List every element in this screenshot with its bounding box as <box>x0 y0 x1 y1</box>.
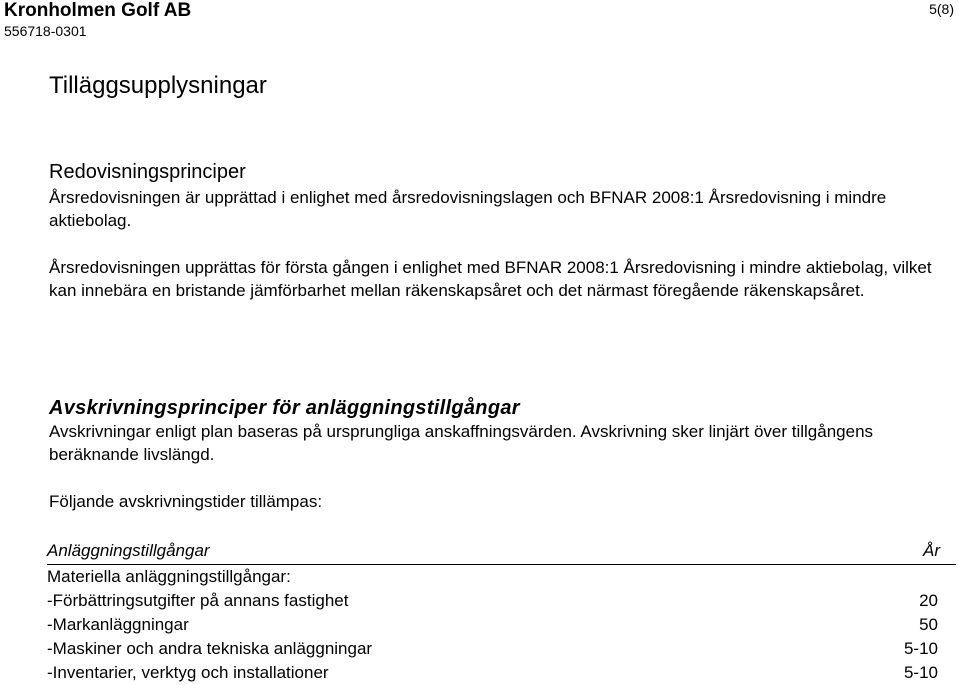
company-name: Kronholmen Golf AB <box>4 0 192 21</box>
section-heading-redovisningsprinciper: Redovisningsprinciper <box>49 161 246 183</box>
row-value: 5-10 <box>903 663 938 682</box>
table-row <box>47 637 956 661</box>
table-row <box>47 565 956 589</box>
row-label: -Markanläggningar <box>47 615 189 634</box>
depreciation-table <box>47 537 956 685</box>
row-value: 5-10 <box>903 639 938 658</box>
row-value: 50 <box>919 615 938 634</box>
table-header-value: År <box>923 541 940 560</box>
page-number: 5(8) <box>929 1 954 17</box>
page-title: Tilläggsupplysningar <box>49 72 267 99</box>
row-value: 20 <box>919 591 938 610</box>
table-header <box>47 537 956 565</box>
table-row <box>47 661 956 685</box>
row-label: Materiella anläggningstillgångar: <box>47 567 291 586</box>
table-row <box>47 589 956 613</box>
paragraph: Årsredovisningen upprättas för första gången i enlighet med BFNAR 2008:1 Årsredovisning i mindre aktiebolag, vilket kan innebära en bristande jämförbarhet mellan räkenskapsåret och det närmast föregående räkenskapsåret. <box>49 258 932 300</box>
row-label: -Inventarier, verktyg och installationer <box>47 663 329 682</box>
section-heading-avskrivningsprinciper: Avskrivningsprinciper för anläggningstillgångar <box>49 397 520 419</box>
table-header-label: Anläggningstillgångar <box>47 541 210 560</box>
paragraph: Årsredovisningen är upprättad i enlighet med årsredovisningslagen och BFNAR 2008:1 Årsredovisning i mindre aktiebolag. <box>49 188 887 230</box>
paragraph: Avskrivningar enligt plan baseras på ursprungliga anskaffningsvärden. Avskrivning sker linjärt över tillgångens beräknande livslängd. <box>49 422 874 464</box>
paragraph: Följande avskrivningstider tillämpas: <box>49 492 323 511</box>
row-label: -Förbättringsutgifter på annans fastighet <box>47 591 349 610</box>
org-number: 556718-0301 <box>4 23 87 39</box>
row-label: -Maskiner och andra tekniska anläggningar <box>47 639 373 658</box>
table-row <box>47 613 956 637</box>
